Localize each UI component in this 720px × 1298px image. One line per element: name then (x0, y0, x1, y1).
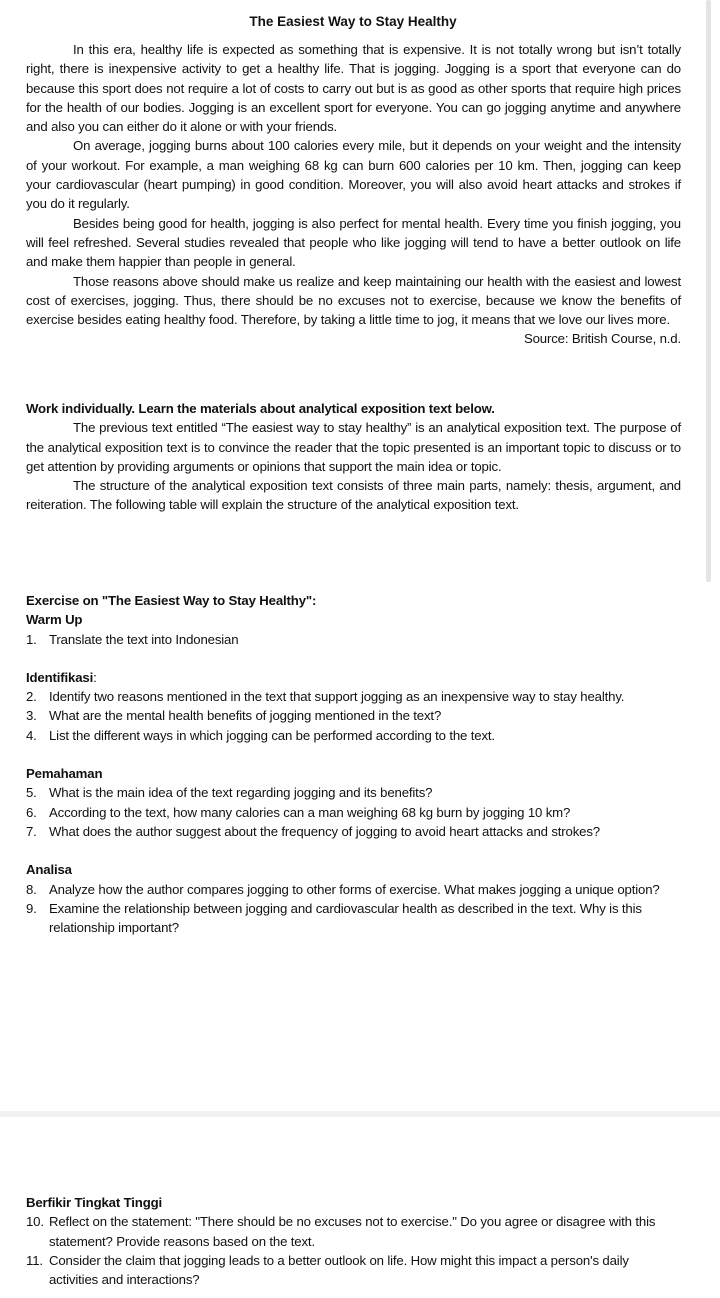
section-title-identifikasi (26, 668, 681, 687)
question-text: Reflect on the statement: "There should be no excuses not to exercise." Do you agree or disagree with this statement? Provide reasons based on the text. (49, 1214, 656, 1249)
question-number: 4. (26, 727, 37, 743)
question-text: Translate the text into Indonesian (49, 631, 239, 647)
exercise-section-continued (26, 1193, 681, 1289)
question-text: According to the text, how many calories can a man weighing 68 kg burn by jogging 10 km? (49, 804, 571, 820)
section-title-warm-up: Warm Up (26, 612, 83, 628)
question-text: Consider the claim that jogging leads to a better outlook on life. How might this impact a person's daily activities and interactions? (49, 1252, 629, 1288)
section-title-text: Identifikasi (26, 669, 94, 685)
question-number: 9. (26, 900, 37, 916)
question-item (26, 726, 681, 745)
question-list (26, 880, 681, 938)
question-item (26, 1251, 681, 1290)
question-list (26, 687, 681, 745)
material-heading: Work individually. Learn the materials about analytical exposition text below. (26, 401, 495, 416)
exercise-section (26, 591, 681, 937)
question-number: 5. (26, 785, 37, 801)
question-item (26, 1212, 681, 1251)
question-number: 1. (26, 631, 37, 647)
vertical-scrollbar[interactable] (706, 0, 711, 582)
material-section (26, 399, 681, 515)
question-item (26, 783, 681, 802)
question-item (26, 706, 681, 725)
question-text: Identify two reasons mentioned in the text that support jogging as an inexpensive way to stay healthy. (49, 689, 625, 705)
question-item (26, 899, 681, 938)
question-text: What is the main idea of the text regarding jogging and its benefits? (49, 785, 433, 801)
exercise-heading: Exercise on "The Easiest Way to Stay Healthy": (26, 593, 317, 608)
section-title-suffix: : (93, 669, 97, 685)
question-number: 7. (26, 823, 37, 839)
question-text: List the different ways in which jogging can be performed according to the text. (49, 727, 495, 743)
question-item (26, 803, 681, 822)
question-list (26, 630, 681, 649)
question-item (26, 822, 681, 841)
document-page-2 (0, 1117, 720, 1298)
question-number: 3. (26, 708, 37, 724)
question-number: 6. (26, 804, 37, 820)
paragraph: The structure of the analytical exposition text consists of three main parts, namely: thesis, argument, and reiteration. The following table will explain the structure of the analytical exposition text. (26, 478, 681, 513)
question-item (26, 630, 681, 649)
question-number: 8. (26, 881, 37, 897)
paragraph: Those reasons above should make us realize and keep maintaining our health with the easiest and lowest cost of exercises, jogging. Thus, there should be no excuses not to exercise, because we know the benefits of exercise besides eating healthy food. Therefore, by taking a little time to jog, it means that we love our lives more. (26, 273, 681, 328)
question-text: What are the mental health benefits of jogging mentioned in the text? (49, 708, 442, 724)
paragraph: The previous text entitled “The easiest way to stay healthy” is an analytical exposition text. The purpose of the analytical exposition text is to convince the reader that the topic presented is an important topic to discuss or to get attention by providing arguments or opinions that support the main idea or topic. (26, 420, 681, 474)
section-title-analisa: Analisa (26, 862, 72, 878)
paragraph: On average, jogging burns about 100 calories every mile, but it depends on your weight and the intensity of your workout. For example, a man weighing 68 kg can burn 600 calories per 10 km. Then, jogging can keep your cardiovascular (heart pumping) in good condition. Moreover, you will also avoid heart attacks and strokes if you do it regularly. (26, 138, 681, 212)
question-item (26, 687, 681, 706)
paragraph: In this era, healthy life is expected as something that is expensive. It is not totally wrong but isn’t totally right, there is inexpensive activity to get a healthy life. That is jogging. Jogging is a sport that everyone can do because this sport does not require a lot of costs to carry out but is as good as other sports that require high prices for the health of our bodies. Jogging is an excellent sport for everyone. You can go jogging anytime and anywhere and also you can either do it alone or with your friends. (26, 42, 681, 135)
section-title-berfikir-tingkat-tinggi: Berfikir Tingkat Tinggi (26, 1195, 163, 1210)
source-citation: Source: British Course, n.d. (523, 331, 681, 347)
reading-text (26, 40, 681, 349)
question-item (26, 880, 681, 899)
question-number: 11. (26, 1252, 43, 1268)
section-title-pemahaman: Pemahaman (26, 766, 103, 782)
question-text: Examine the relationship between jogging and cardiovascular health as described in the text. Why is this relationship important? (49, 900, 642, 936)
question-number: 10. (26, 1214, 44, 1230)
question-text: Analyze how the author compares jogging to other forms of exercise. What makes jogging a unique option? (49, 881, 660, 897)
question-number: 2. (26, 689, 37, 705)
question-list (26, 783, 681, 841)
document-title: The Easiest Way to Stay Healthy (249, 14, 457, 29)
question-text: What does the author suggest about the frequency of jogging to avoid heart attacks and strokes? (49, 823, 600, 839)
question-list (26, 1212, 681, 1289)
paragraph: Besides being good for health, jogging is also perfect for mental health. Every time you finish jogging, you will feel refreshed. Several studies revealed that people who like jogging will tend to have a better outlook on life and make them happier than people in general. (26, 215, 681, 270)
